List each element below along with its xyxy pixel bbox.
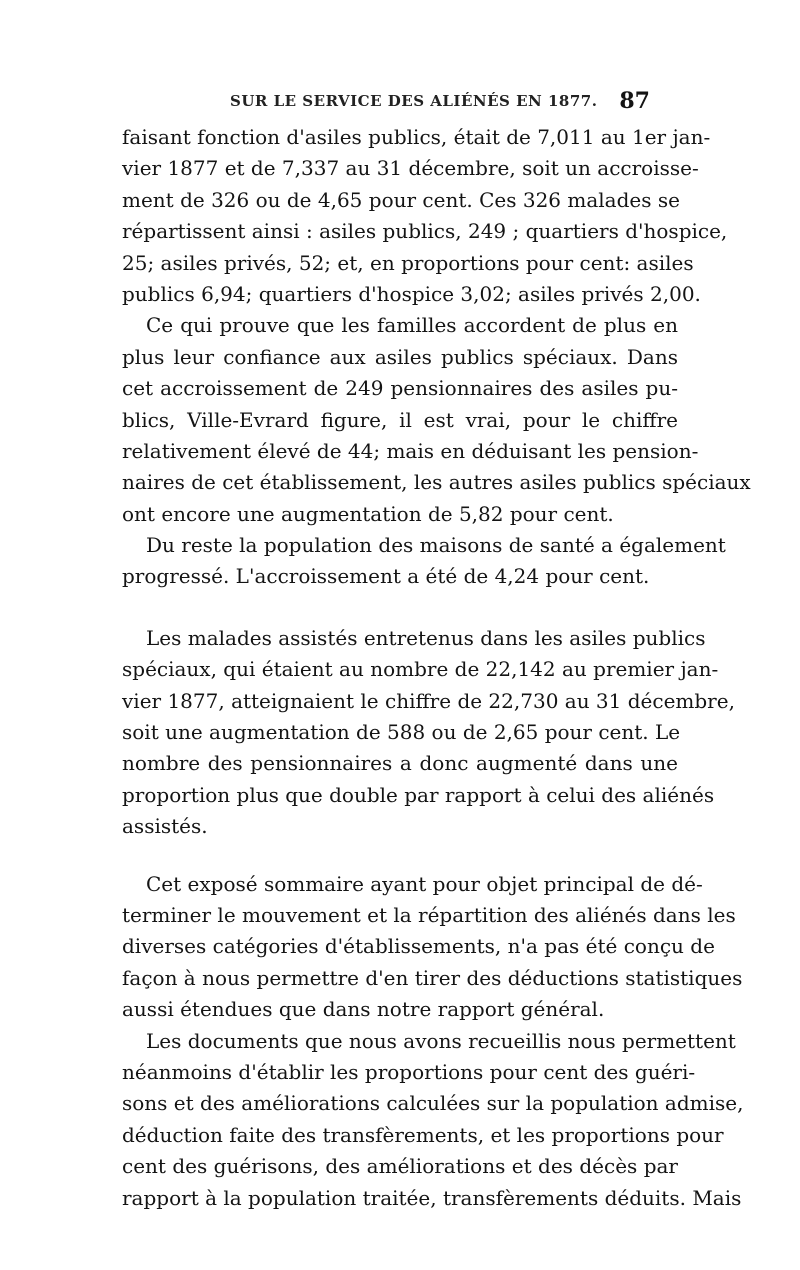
page-number: 87 xyxy=(619,88,650,114)
text-line: blics, Ville-Evrard figure, il est vrai, pour le chiffre xyxy=(122,407,678,432)
text-line: relativement élevé de 44; mais en déduisant les pension- xyxy=(122,438,699,463)
text-line: nombre des pensionnaires a donc augmenté dans une xyxy=(122,751,678,776)
text-line: 25; asiles privés, 52; et, en proportions pour cent: asiles xyxy=(122,250,694,275)
paragraph xyxy=(122,310,751,530)
text-line: ont encore une augmentation de 5,82 pour cent. xyxy=(122,501,614,526)
text-line: rapport à la population traitée, transfèrements déduits. Mais xyxy=(122,1185,742,1210)
text-line: néanmoins d'établir les proportions pour cent des guéri- xyxy=(122,1059,696,1084)
text-line: plus leur confiance aux asiles publics spéciaux. Dans xyxy=(122,344,678,369)
text-line: faisant fonction d'asiles publics, était de 7,011 au 1er jan- xyxy=(122,125,711,149)
text-line: soit une augmentation de 588 ou de 2,65 pour cent. Le xyxy=(122,720,681,745)
text-line: façon à nous permettre d'en tirer des déductions statistiques xyxy=(122,965,743,990)
text-line: déduction faite des transfèrements, et les proportions pour xyxy=(122,1122,724,1147)
text-line: cent des guérisons, des améliorations et des décès par xyxy=(122,1154,678,1179)
text-line: publics 6,94; quartiers d'hospice 3,02; asiles privés 2,00. xyxy=(122,281,701,306)
paragraph xyxy=(122,530,726,593)
text-line: cet accroissement de 249 pensionnaires des asiles pu- xyxy=(122,376,678,401)
text-line: ment de 326 ou de 4,65 pour cent. Ces 326 malades se xyxy=(122,187,680,212)
paragraph xyxy=(122,122,728,310)
paragraph-spacer xyxy=(122,843,678,869)
page-header xyxy=(230,88,650,118)
paragraph xyxy=(122,623,735,843)
text-line: Les documents que nous avons recueillis nous permettent xyxy=(146,1028,736,1053)
text-line: Ce qui prouve que les familles accordent de plus en xyxy=(146,313,678,338)
text-line: vier 1877 et de 7,337 au 31 décembre, soit un accroisse- xyxy=(122,156,699,181)
running-title: SUR LE SERVICE DES ALIÉNÉS EN 1877. xyxy=(230,92,598,110)
text-line: terminer le mouvement et la répartition des aliénés dans les xyxy=(122,902,736,927)
text-line: proportion plus que double par rapport à celui des aliénés xyxy=(122,782,715,807)
text-line: Cet exposé sommaire ayant pour objet principal de dé- xyxy=(146,871,703,896)
text-line: répartissent ainsi : asiles publics, 249 ; quartiers d'hospice, xyxy=(122,219,728,244)
body-text xyxy=(122,122,751,1214)
paragraph xyxy=(122,869,743,1026)
text-line: sons et des améliorations calculées sur la population admise, xyxy=(122,1091,744,1116)
text-line: aussi étendues que dans notre rapport général. xyxy=(122,997,605,1022)
text-line: naires de cet établissement, les autres asiles publics spéciaux xyxy=(122,470,751,495)
text-line: spéciaux, qui étaient au nombre de 22,142 au premier jan- xyxy=(122,657,719,682)
text-line: diverses catégories d'établissements, n'a pas été conçu de xyxy=(122,934,715,959)
text-line: Les malades assistés entretenus dans les asiles publics xyxy=(146,625,706,650)
text-line: assistés. xyxy=(122,814,208,839)
text-line: vier 1877, atteignaient le chiffre de 22,730 au 31 décembre, xyxy=(122,688,735,713)
text-line: progressé. L'accroissement a été de 4,24 pour cent. xyxy=(122,564,650,589)
paragraph xyxy=(122,1026,744,1214)
text-line: Du reste la population des maisons de santé a également xyxy=(146,533,726,558)
paragraph-spacer xyxy=(122,593,678,623)
